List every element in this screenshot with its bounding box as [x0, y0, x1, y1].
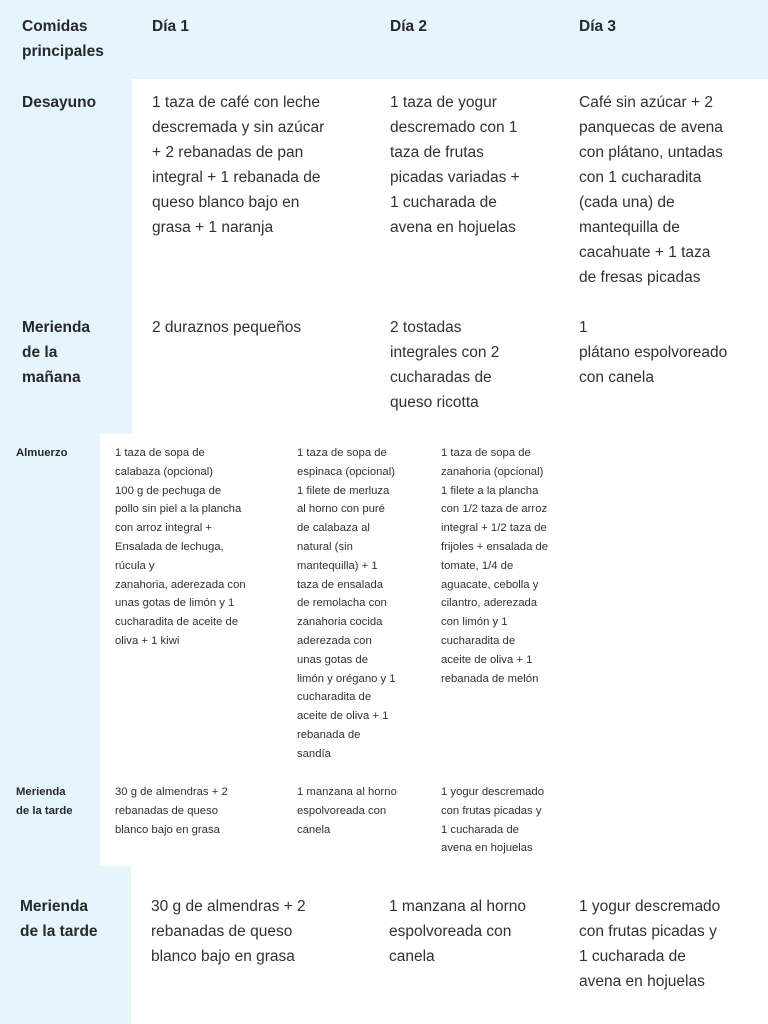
merienda-manana-day-1: 2 duraznos pequeños [152, 319, 302, 336]
desayuno-day-3: Café sin azúcar + 2 panquecas de avena con plátano, untadas con 1 cucharadita (cada una) de mantequilla de cacahuate + 1 taza de fresas picadas [579, 94, 723, 286]
table-header-row [0, 0, 768, 79]
desayuno-day-1: 1 taza de café con leche descremada y sin azúcar + 2 rebanadas de pan integral + 1 rebanada de queso blanco bajo en grasa + 1 naranja [152, 94, 325, 236]
header-day-2: Día 2 [390, 18, 428, 35]
inset-meal-table [0, 434, 768, 866]
almuerzo-day-1: 1 taza de sopa de calabaza (opcional) 100 g de pechuga de pollo sin piel a la plancha con arroz integral + Ensalada de lechuga, rúcula y zanahoria, aderezada con unas gotas de limón y 1 cucharadita de aceite de oliva + 1 kiwi [115, 447, 246, 647]
inset-merienda-tarde-day-1: 30 g de almendras + 2 rebanadas de queso blanco bajo en grasa [115, 786, 228, 836]
bottom-meal-table [0, 866, 768, 1024]
inset-merienda-tarde-day-2: 1 manzana al horno espolvoreada con canela [297, 786, 397, 836]
row-label-merienda-manana: Merienda de la mañana [22, 319, 91, 386]
main-meal-table [0, 0, 768, 434]
merienda-manana-day-2: 2 tostadas integrales con 2 cucharadas de queso ricotta [390, 319, 500, 411]
inset-row-label-merienda-tarde: Merienda de la tarde [16, 786, 73, 817]
almuerzo-day-2: 1 taza de sopa de espinaca (opcional) 1 filete de merluza al horno con puré de calabaza al natural (sin mantequilla) + 1 taza de ensalada de remolacha con zanahoria cocida aderezada con unas gotas de limón y orégano y 1 cucharadita de aceite de oliva + 1 rebanada de sandía [297, 447, 396, 760]
merienda-tarde-day-3: 1 yogur descremado con frutas picadas y 1 cucharada de avena en hojuelas [579, 898, 721, 990]
header-day-3: Día 3 [579, 18, 617, 35]
merienda-tarde-day-1: 30 g de almendras + 2 rebanadas de queso blanco bajo en grasa [151, 898, 306, 965]
merienda-manana-day-3: 1 plátano espolvoreado con canela [579, 319, 728, 386]
bottom-label-column-background [0, 866, 131, 1024]
almuerzo-day-3: 1 taza de sopa de zanahoria (opcional) 1 filete a la plancha con 1/2 taza de arroz integral + 1/2 taza de frijoles + ensalada de tomate, 1/4 de aguacate, cebolla y cilantro, aderezada con limón y 1 cucharadita de aceite de oliva + 1 rebanada de melón [441, 447, 549, 685]
desayuno-day-2: 1 taza de yogur descremado con 1 taza de frutas picadas variadas + 1 cucharada de avena en hojuelas [390, 94, 520, 236]
row-label-merienda-tarde: Merienda de la tarde [20, 898, 98, 940]
header-meals-column: Comidas principales [22, 18, 104, 60]
merienda-tarde-day-2: 1 manzana al horno espolvoreada con canela [389, 898, 527, 965]
row-label-desayuno: Desayuno [22, 94, 97, 111]
inset-merienda-tarde-day-3: 1 yogur descremado con frutas picadas y 1 cucharada de avena en hojuelas [441, 786, 544, 855]
header-day-1: Día 1 [152, 18, 190, 35]
row-label-almuerzo: Almuerzo [16, 447, 68, 459]
